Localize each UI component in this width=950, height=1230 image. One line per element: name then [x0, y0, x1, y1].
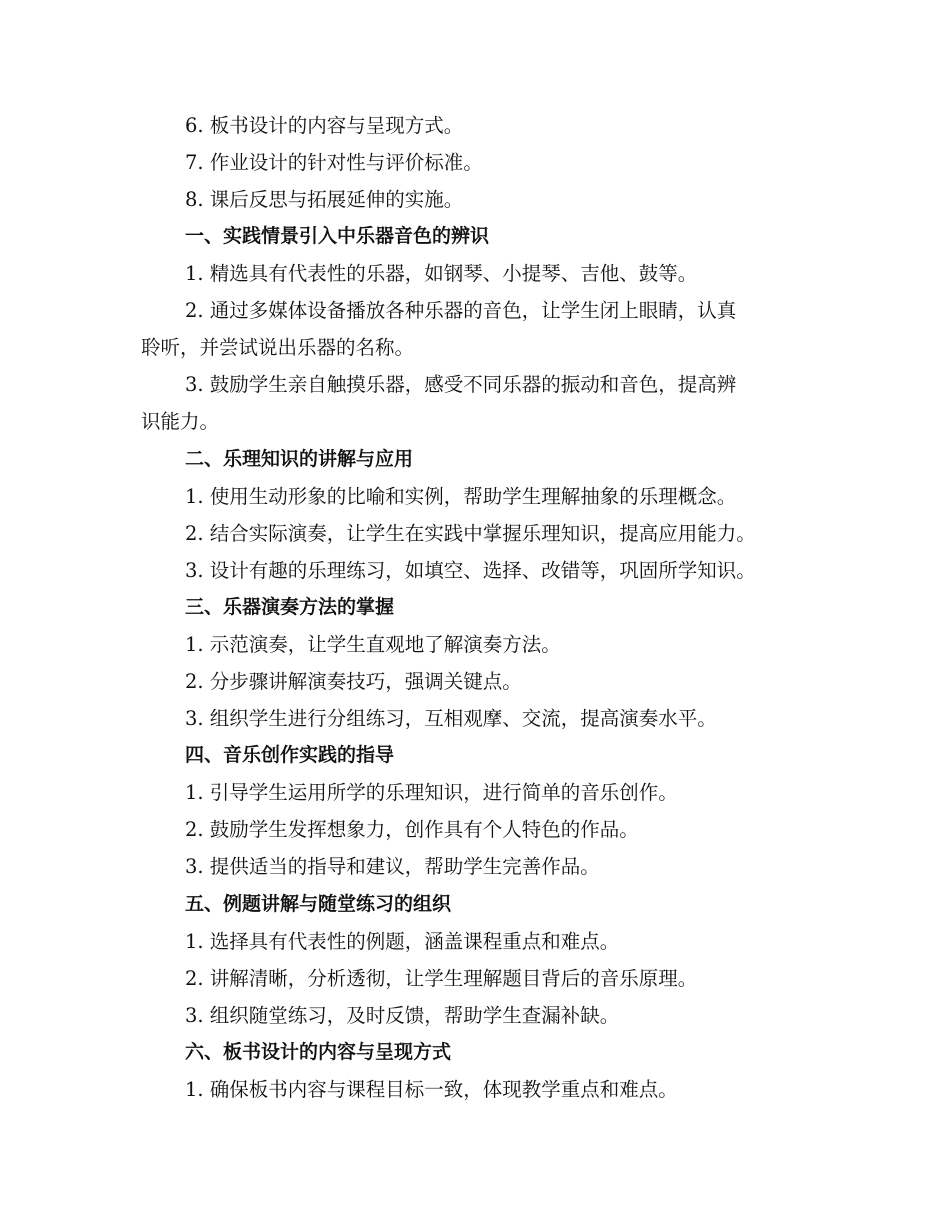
list-item: 2. 鼓励学生发挥想象力，创作具有个人特色的作品。: [185, 818, 639, 841]
list-item-continuation: 聆听，并尝试说出乐器的名称。: [141, 336, 415, 359]
list-item: 1. 使用生动形象的比喻和实例，帮助学生理解抽象的乐理概念。: [185, 485, 737, 508]
list-item: 7. 作业设计的针对性与评价标准。: [185, 151, 483, 174]
section-heading: 二、乐理知识的讲解与应用: [185, 448, 414, 470]
list-item: 8. 课后反思与拓展延伸的实施。: [185, 188, 464, 211]
list-item: 1. 引导学生运用所学的乐理知识，进行简单的音乐创作。: [185, 781, 678, 804]
list-item: 1. 确保板书内容与课程目标一致，体现教学重点和难点。: [185, 1078, 678, 1101]
section-heading: 四、音乐创作实践的指导: [185, 744, 395, 766]
list-item: 1. 示范演奏，让学生直观地了解演奏方法。: [185, 633, 561, 656]
list-item: 3. 设计有趣的乐理练习，如填空、选择、改错等，巩固所学知识。: [185, 559, 756, 582]
section-heading: 三、乐器演奏方法的掌握: [185, 596, 395, 618]
list-item: 3. 组织学生进行分组练习，互相观摩、交流，提高演奏水平。: [185, 707, 717, 730]
list-item: 3. 鼓励学生亲自触摸乐器，感受不同乐器的振动和音色，提高辨: [185, 373, 737, 396]
list-item: 2. 分步骤讲解演奏技巧，强调关键点。: [185, 670, 522, 693]
list-item: 3. 提供适当的指导和建议，帮助学生完善作品。: [185, 855, 600, 878]
list-item: 2. 结合实际演奏，让学生在实践中掌握乐理知识，提高应用能力。: [185, 522, 756, 545]
section-heading: 六、板书设计的内容与呈现方式: [185, 1041, 452, 1063]
list-item: 1. 精选具有代表性的乐器，如钢琴、小提琴、吉他、鼓等。: [185, 262, 698, 285]
section-heading: 五、例题讲解与随堂练习的组织: [185, 893, 452, 915]
list-item: 2. 通过多媒体设备播放各种乐器的音色，让学生闭上眼睛，认真: [185, 299, 737, 322]
list-item: 2. 讲解清晰，分析透彻，让学生理解题目背后的音乐原理。: [185, 967, 698, 990]
list-item: 1. 选择具有代表性的例题，涵盖课程重点和难点。: [185, 930, 620, 953]
list-item: 3. 组织随堂练习，及时反馈，帮助学生查漏补缺。: [185, 1004, 620, 1027]
list-item: 6. 板书设计的内容与呈现方式。: [185, 114, 464, 137]
section-heading: 一、实践情景引入中乐器音色的辨识: [185, 225, 490, 247]
list-item-continuation: 识能力。: [141, 410, 220, 433]
